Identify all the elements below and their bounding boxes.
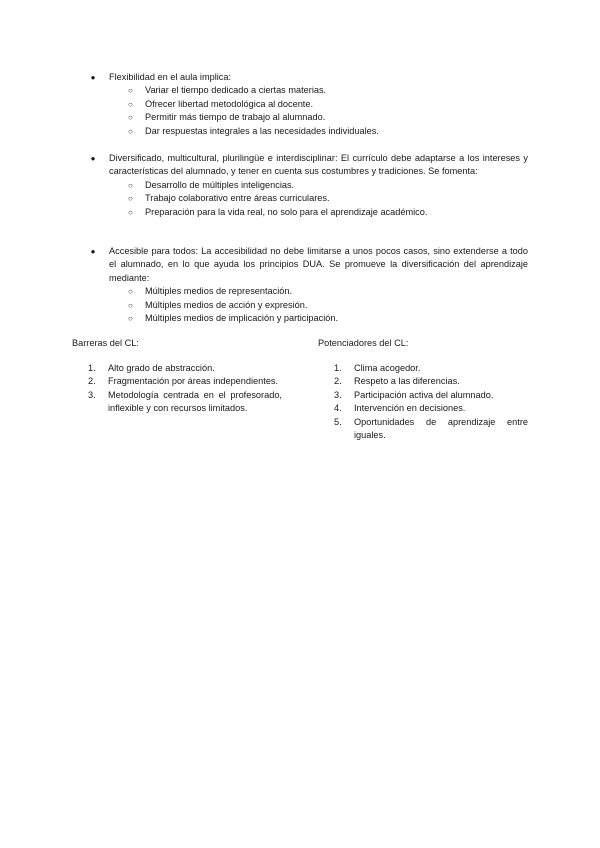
list-item: ○ Ofrecer libertad metodológica al docente. <box>145 98 528 111</box>
bullet-flexibilidad <box>88 71 528 138</box>
list-item: 2. Fragmentación por áreas independientes. <box>88 376 279 387</box>
enhancers-title: Potenciadores del CL: <box>318 338 409 348</box>
list-item: 5. Oportunidades de aprendizaje entre iguales. <box>334 416 528 441</box>
circle-bullet-icon: ○ <box>128 126 133 136</box>
list-item: ○ Variar el tiempo dedicado a ciertas materias. <box>145 84 528 97</box>
list-item: ○ Preparación para la vida real, no solo para el aprendizaje académico. <box>145 206 528 219</box>
circle-bullet-icon: ○ <box>128 99 133 109</box>
circle-bullet-icon: ○ <box>128 86 133 96</box>
list-item: 3. Metodología centrada en el profesorado, inflexible y con recursos limitados. <box>88 389 282 414</box>
bullet-diversificado <box>88 152 528 219</box>
enhancers-list <box>334 362 528 442</box>
sub-list <box>88 84 528 138</box>
list-item: ○ Múltiples medios de acción y expresión. <box>145 299 528 312</box>
list-item: ○ Permitir más tiempo de trabajo al alumnado. <box>145 111 528 124</box>
list-item: ○ Trabajo colaborativo entre áreas curriculares. <box>145 192 528 205</box>
bullet-accesible <box>88 245 528 325</box>
list-item: ○ Múltiples medios de representación. <box>145 285 528 298</box>
sub-list <box>88 285 528 325</box>
sub-list <box>88 179 528 219</box>
circle-bullet-icon: ○ <box>128 113 133 123</box>
list-item: 4. Intervención en decisiones. <box>334 403 466 414</box>
list-item: 1. Clima acogedor. <box>334 363 421 373</box>
list-item: 3. Participación activa del alumnado. <box>334 389 494 400</box>
bullet-text: Diversificado, multicultural, plurilingüe e interdisciplinar: El currículo debe adaptarse a los intereses y características del alumnado, y tener en cuenta sus costumbres y tradiciones. Se fomenta: <box>109 153 528 177</box>
list-item: ○ Desarrollo de múltiples inteligencias. <box>145 179 528 192</box>
bullet-icon: ● <box>90 154 96 163</box>
list-item: 2. Respeto a las diferencias. <box>334 376 460 387</box>
list-item: ○ Múltiples medios de implicación y participación. <box>145 312 528 325</box>
bullet-text: Flexibilidad en el aula implica: <box>109 72 232 82</box>
list-item: 1. Alto grado de abstracción. <box>88 363 215 373</box>
circle-bullet-icon: ○ <box>128 180 133 190</box>
bullet-text: Accesible para todos: La accesibilidad no debe limitarse a unos pocos casos, sino extenderse a todo el alumnado, en lo que ayuda los principios DUA. Se promueve la diversificación del aprendizaje mediante: <box>109 246 528 283</box>
circle-bullet-icon: ○ <box>128 207 133 217</box>
circle-bullet-icon: ○ <box>128 314 133 324</box>
barriers-column <box>72 337 282 457</box>
enhancers-column <box>318 337 528 457</box>
list-item: ○ Dar respuestas integrales a las necesidades individuales. <box>145 125 528 138</box>
barriers-list <box>88 362 282 416</box>
barriers-title: Barreras del CL: <box>72 338 139 348</box>
circle-bullet-icon: ○ <box>128 194 133 204</box>
circle-bullet-icon: ○ <box>128 287 133 297</box>
circle-bullet-icon: ○ <box>128 300 133 310</box>
bullet-icon: ● <box>90 247 96 256</box>
bullet-icon: ● <box>90 73 96 82</box>
